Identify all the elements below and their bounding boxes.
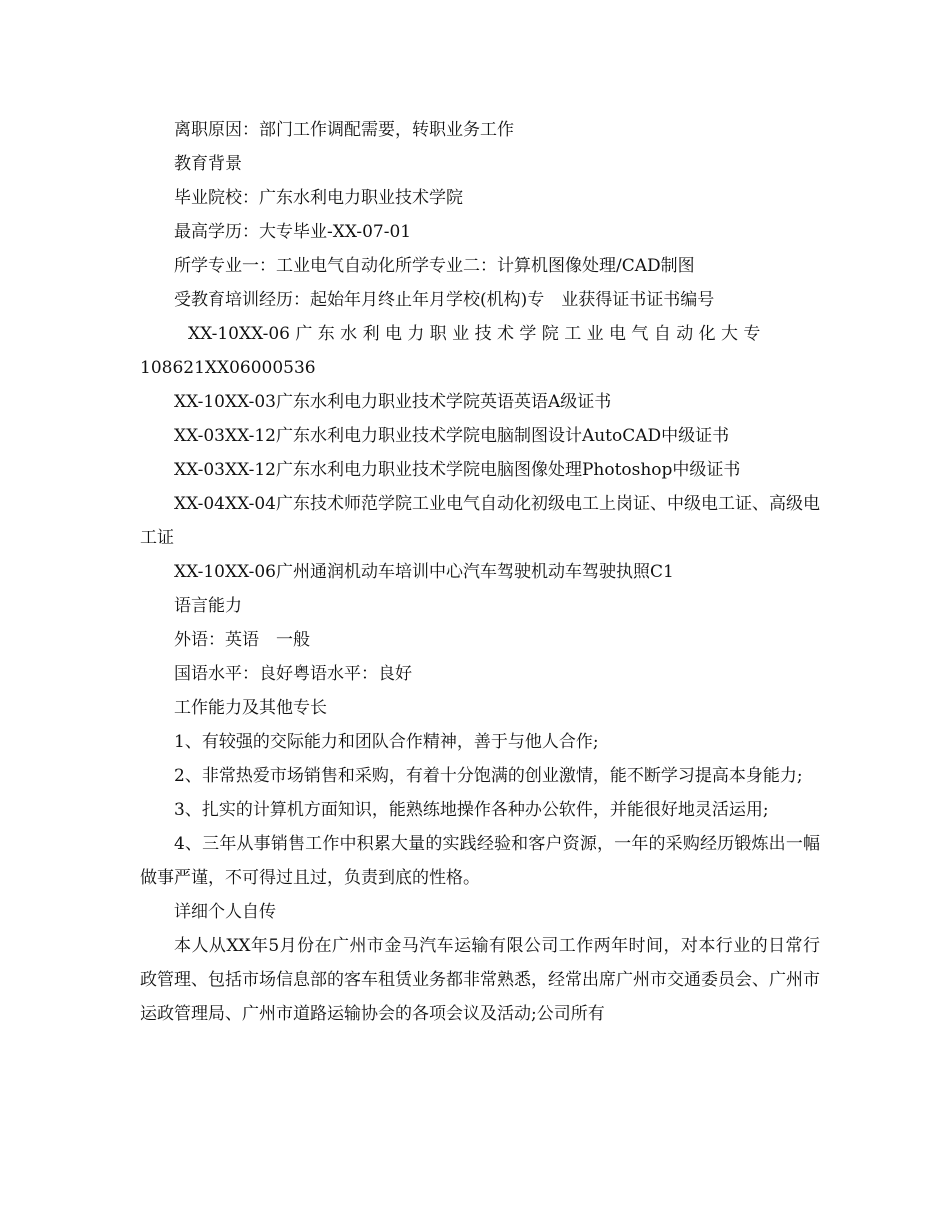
skill-item-3: 3、扎实的计算机方面知识，能熟练地操作各种办公软件，并能很好地灵活运用; xyxy=(174,800,769,820)
language-heading: 语言能力 xyxy=(174,596,242,616)
education-heading: 教育背景 xyxy=(174,154,242,174)
education-row-3: XX-03XX-12广东水利电力职业技术学院电脑制图设计AutoCAD中级证书 xyxy=(174,426,730,446)
graduated-school: 毕业院校：广东水利电力职业技术学院 xyxy=(174,188,463,208)
dialect-levels: 国语水平：良好粤语水平：良好 xyxy=(174,664,412,684)
training-header: 受教育培训经历：起始年月终止年月学校(机构)专 业获得证书证书编号 xyxy=(174,290,715,310)
foreign-language: 外语：英语 一般 xyxy=(174,630,310,650)
skills-heading: 工作能力及其他专长 xyxy=(174,698,327,718)
education-row-4: XX-03XX-12广东水利电力职业技术学院电脑图像处理Photoshop中级证书 xyxy=(174,460,741,480)
skill-item-1: 1、有较强的交际能力和团队合作精神，善于与他人合作; xyxy=(174,732,599,752)
education-row-1-cert-number: 108621XX06000536 xyxy=(140,358,316,378)
bio-paragraph: 本人从XX年5月份在广州市金马汽车运输有限公司工作两年时间，对本行业的日常行政管理、包括市场信息部的客车租赁业务都非常熟悉，经常出席广州市交通委员会、广州市运政管理局、广州市道路运输协会的各项会议及活动;公司所有 xyxy=(140,936,820,1024)
education-row-6: XX-10XX-06广州通润机动车培训中心汽车驾驶机动车驾驶执照C1 xyxy=(174,562,674,582)
skill-item-2: 2、非常热爱市场销售和采购，有着十分饱满的创业激情，能不断学习提高本身能力; xyxy=(174,766,803,786)
education-row-1: XX-10XX-06 广 东 水 利 电 力 职 业 技 术 学 院 工 业 电 气 自 动 化 大 专 xyxy=(188,324,761,344)
highest-degree: 最高学历：大专毕业-XX-07-01 xyxy=(174,222,412,242)
skill-item-4: 4、三年从事销售工作中积累大量的实践经验和客户资源，一年的采购经历锻炼出一幅做事严谨，不可得过且过，负责到底的性格。 xyxy=(140,834,820,888)
education-row-2: XX-10XX-03广东水利电力职业技术学院英语英语A级证书 xyxy=(174,392,612,412)
education-row-5: XX-04XX-04广东技术师范学院工业电气自动化初级电工上岗证、中级电工证、高级电工证 xyxy=(140,494,820,548)
document-body xyxy=(140,113,820,1031)
majors: 所学专业一：工业电气自动化所学专业二：计算机图像处理/CAD制图 xyxy=(174,256,695,276)
resignation-reason: 离职原因：部门工作调配需要，转职业务工作 xyxy=(174,120,514,140)
bio-heading: 详细个人自传 xyxy=(174,902,276,922)
